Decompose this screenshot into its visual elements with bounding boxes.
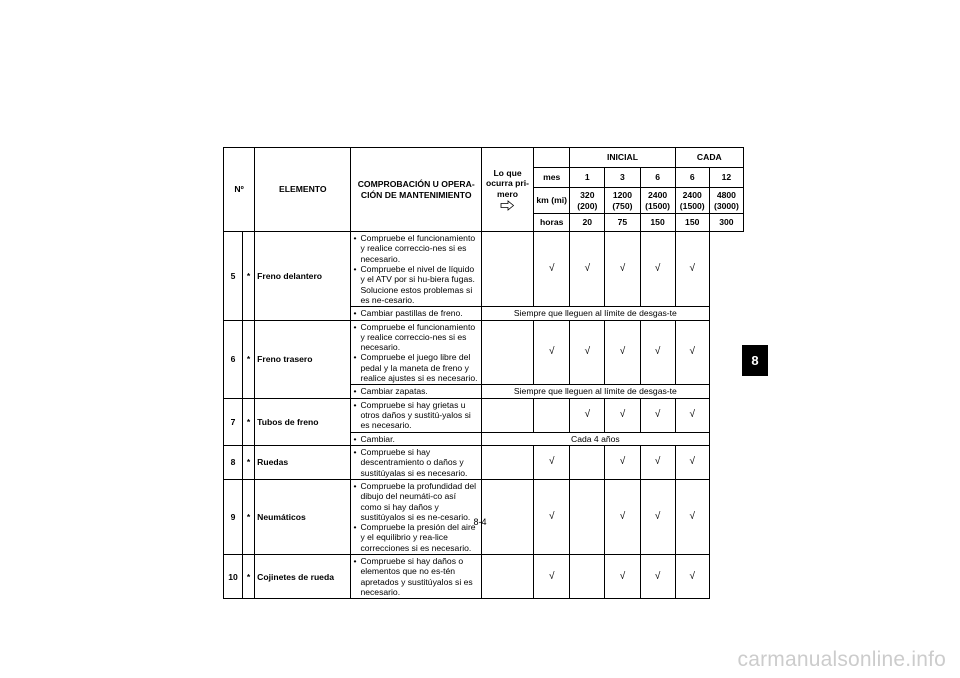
operation-list <box>353 434 478 444</box>
check-mark: √ <box>675 445 709 479</box>
unit-value: 20 <box>570 214 605 232</box>
table-row <box>224 232 744 307</box>
check-mark: √ <box>675 398 709 432</box>
col-header-check: COMPROBACIÓN U OPERA-CIÓN DE MANTENIMIENTO <box>351 148 481 232</box>
operation-line: • Cambiar. <box>353 434 478 444</box>
check-mark: √ <box>534 445 570 479</box>
whichever-cell <box>481 320 533 385</box>
check-mark: √ <box>675 320 709 385</box>
check-mark: √ <box>640 398 675 432</box>
unit-label: km (mi) <box>534 188 570 214</box>
col-header-initial: INICIAL <box>570 148 675 168</box>
check-mark: √ <box>605 320 640 385</box>
unit-value: 75 <box>605 214 640 232</box>
check-mark: √ <box>605 479 640 554</box>
check-mark: √ <box>675 555 709 599</box>
header-row-top <box>224 148 744 168</box>
unit-value: 1200 (750) <box>605 188 640 214</box>
unit-value: 12 <box>709 168 743 188</box>
operation-list <box>353 556 478 597</box>
unit-value: 300 <box>709 214 743 232</box>
item-operation <box>351 307 481 320</box>
operation-line: • Compruebe el nivel de líquido y el ATV por si hu-biera fugas. Solucione estos problemas si es ne-cesario. <box>353 264 478 305</box>
check-mark: √ <box>640 555 675 599</box>
item-name: Neumáticos <box>255 479 351 554</box>
item-number: 6 <box>224 320 243 398</box>
item-star: * <box>243 555 255 599</box>
item-operation <box>351 432 481 445</box>
item-name: Cojinetes de rueda <box>255 555 351 599</box>
operation-list <box>353 447 478 478</box>
check-mark: √ <box>640 232 675 307</box>
operation-line: • Compruebe si hay grietas u otros daños y sustitú-yalos si es necesario. <box>353 400 478 431</box>
item-operation <box>351 445 481 479</box>
check-mark: √ <box>640 320 675 385</box>
item-number: 10 <box>224 555 243 599</box>
item-star: * <box>243 320 255 398</box>
whichever-cell <box>481 555 533 599</box>
unit-value: 3 <box>605 168 640 188</box>
item-star: * <box>243 445 255 479</box>
col-header-no: Nº <box>224 148 255 232</box>
col-header-element: ELEMENTO <box>255 148 351 232</box>
operation-line: • Compruebe si hay daños o elementos que no es-tén apretados y sustitúyalos si es necesario. <box>353 556 478 597</box>
operation-line: • Compruebe el juego libre del pedal y la maneta de freno y realice ajustes si es necesario. <box>353 352 478 383</box>
section-tab: 8 <box>742 345 768 376</box>
check-mark: √ <box>675 479 709 554</box>
check-mark <box>534 398 570 432</box>
check-mark <box>570 555 605 599</box>
check-mark: √ <box>534 232 570 307</box>
operation-line: • Compruebe la presión del aire y el equilibrio y rea-lice correcciones si es necesario. <box>353 522 478 553</box>
maintenance-table-wrapper <box>223 147 744 599</box>
item-number: 9 <box>224 479 243 554</box>
item-name: Tubos de freno <box>255 398 351 445</box>
arrow-right-icon <box>500 200 515 211</box>
check-mark: √ <box>534 320 570 385</box>
col-header-whichever <box>481 148 533 232</box>
unit-label: horas <box>534 214 570 232</box>
item-star: * <box>243 232 255 321</box>
check-mark: √ <box>605 232 640 307</box>
unit-value: 6 <box>675 168 709 188</box>
interval-note: Cada 4 años <box>481 432 709 445</box>
unit-label: mes <box>534 168 570 188</box>
whichever-label: Lo que ocurra pri-mero <box>486 168 530 199</box>
operation-line: • Cambiar pastillas de freno. <box>353 308 478 318</box>
item-star: * <box>243 398 255 445</box>
item-name: Freno delantero <box>255 232 351 321</box>
unit-value: 6 <box>640 168 675 188</box>
operation-list <box>353 322 478 384</box>
operation-line: • Compruebe la profundidad del dibujo del neumáti-co así como si hay daños y sustitúyalos si es ne-cesario. <box>353 481 478 522</box>
check-mark: √ <box>605 445 640 479</box>
item-name: Freno trasero <box>255 320 351 398</box>
item-operation <box>351 385 481 398</box>
unit-value: 1 <box>570 168 605 188</box>
whichever-cell <box>481 398 533 432</box>
item-name: Ruedas <box>255 445 351 479</box>
item-operation <box>351 320 481 385</box>
interval-note: Siempre que lleguen al límite de desgas-te <box>481 307 709 320</box>
col-header-every: CADA <box>675 148 743 168</box>
item-operation <box>351 398 481 432</box>
operation-list <box>353 386 478 396</box>
operation-list <box>353 308 478 318</box>
table-row <box>224 445 744 479</box>
check-mark: √ <box>570 320 605 385</box>
operation-line: • Compruebe el funcionamiento y realice correccio-nes si es necesario. <box>353 233 478 264</box>
maintenance-table <box>223 147 744 599</box>
operation-list <box>353 233 478 305</box>
item-number: 8 <box>224 445 243 479</box>
whichever-cell <box>481 232 533 307</box>
check-mark: √ <box>640 445 675 479</box>
check-mark: √ <box>605 398 640 432</box>
unit-value: 150 <box>640 214 675 232</box>
operation-line: • Cambiar zapatas. <box>353 386 478 396</box>
check-mark: √ <box>675 232 709 307</box>
check-mark: √ <box>570 232 605 307</box>
check-mark: √ <box>570 398 605 432</box>
unit-value: 2400 (1500) <box>675 188 709 214</box>
unit-value: 2400 (1500) <box>640 188 675 214</box>
operation-list <box>353 400 478 431</box>
item-number: 7 <box>224 398 243 445</box>
table-row <box>224 320 744 385</box>
watermark: carmanualsonline.info <box>737 648 946 671</box>
unit-value: 320 (200) <box>570 188 605 214</box>
operation-line: • Compruebe si hay descentramiento o daños y sustitúyalas si es necesario. <box>353 447 478 478</box>
interval-note: Siempre que lleguen al límite de desgas-te <box>481 385 709 398</box>
item-operation <box>351 555 481 599</box>
table-row <box>224 398 744 432</box>
check-mark: √ <box>534 479 570 554</box>
operation-line: • Compruebe el funcionamiento y realice correccio-nes si es necesario. <box>353 322 478 353</box>
item-operation <box>351 232 481 307</box>
unit-value: 4800 (3000) <box>709 188 743 214</box>
check-mark: √ <box>640 479 675 554</box>
table-row <box>224 555 744 599</box>
check-mark: √ <box>534 555 570 599</box>
whichever-cell <box>481 445 533 479</box>
item-star: * <box>243 479 255 554</box>
item-number: 5 <box>224 232 243 321</box>
check-mark: √ <box>605 555 640 599</box>
unit-value: 150 <box>675 214 709 232</box>
check-mark <box>570 445 605 479</box>
page-number: 8-4 <box>473 517 487 527</box>
col-header-blank <box>534 148 570 168</box>
